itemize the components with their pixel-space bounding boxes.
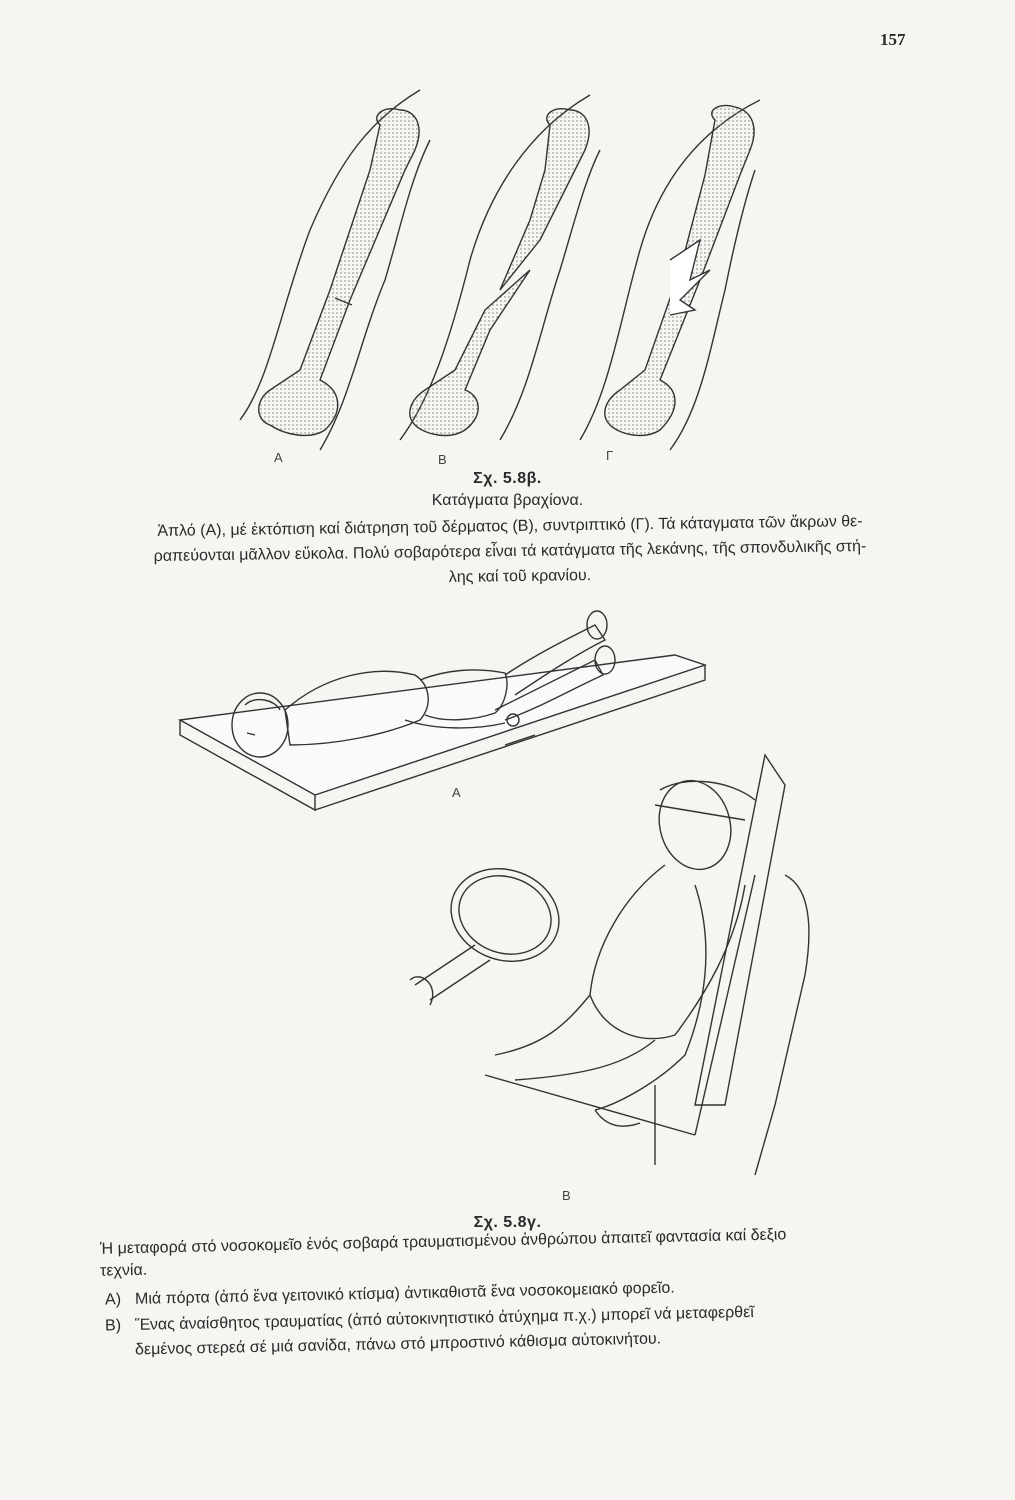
figure-label-a: A	[274, 450, 283, 465]
figure-2-label-a: Α	[452, 785, 461, 800]
figure-label-gamma: Γ	[606, 448, 614, 463]
figure-2-caption-line-2: τεχνία.	[99, 1261, 148, 1280]
figure-1-caption-title: Κατάγματα βραχίονα.	[431, 492, 584, 509]
figure-1-caption-number: Σχ. 5.8β.	[473, 470, 542, 487]
figure-1-caption-line-3: λης καί τοῦ κρανίου.	[448, 567, 592, 586]
figure-1-caption-line-1: Ἁπλό (Α), μέ ἐκτόπιση καί διάτρηση τοῦ δέρματος (Β), συντριπτικό (Γ). Τά κάταγματα τῶν ἄκρων θε-	[157, 513, 863, 540]
figure-2-label-b: Β	[562, 1188, 571, 1203]
page-number: 157	[880, 30, 906, 49]
list-text-b-line-2: δεμένος στερεά σέ μιά σανίδα, πάνω στό μπροστινό κάθισμα αὐτοκινήτου.	[134, 1330, 662, 1359]
humerus-fractures-illustration	[200, 80, 760, 470]
figure-2-caption-line-1: Ἡ μεταφορά στό νοσοκομεῖο ἐνός σοβαρά τραυματισμένου ἀνθρώπου ἀπαιτεῖ φαντασία καί δεξιο	[99, 1226, 787, 1258]
figure-label-b: B	[438, 452, 447, 467]
list-marker-a: Α)	[104, 1291, 122, 1309]
figure-1-caption-line-2: ραπεύονται μᾶλλον εὔκολα. Πολύ σοβαρότερα εἶναι τά κατάγματα τῆς λεκάνης, τῆς σπονδυλικῆς στή-	[153, 538, 867, 565]
list-marker-b: Β)	[104, 1317, 122, 1335]
list-text-a: Μιά πόρτα (ἀπό ἕνα γειτονικό κτίσμα) ἀντικαθιστᾶ ἕνα νοσοκομειακό φορεῖο.	[134, 1279, 675, 1308]
figure-2-caption-number: Σχ. 5.8γ.	[473, 1214, 542, 1231]
patient-in-car-seat-illustration	[395, 745, 825, 1185]
list-text-b: Ἕνας ἀναίσθητος τραυματίας (ἀπό αὐτοκινητιστικό ἀτύχημα π.χ.) μπορεῖ νά μεταφερθεῖ	[134, 1303, 754, 1334]
